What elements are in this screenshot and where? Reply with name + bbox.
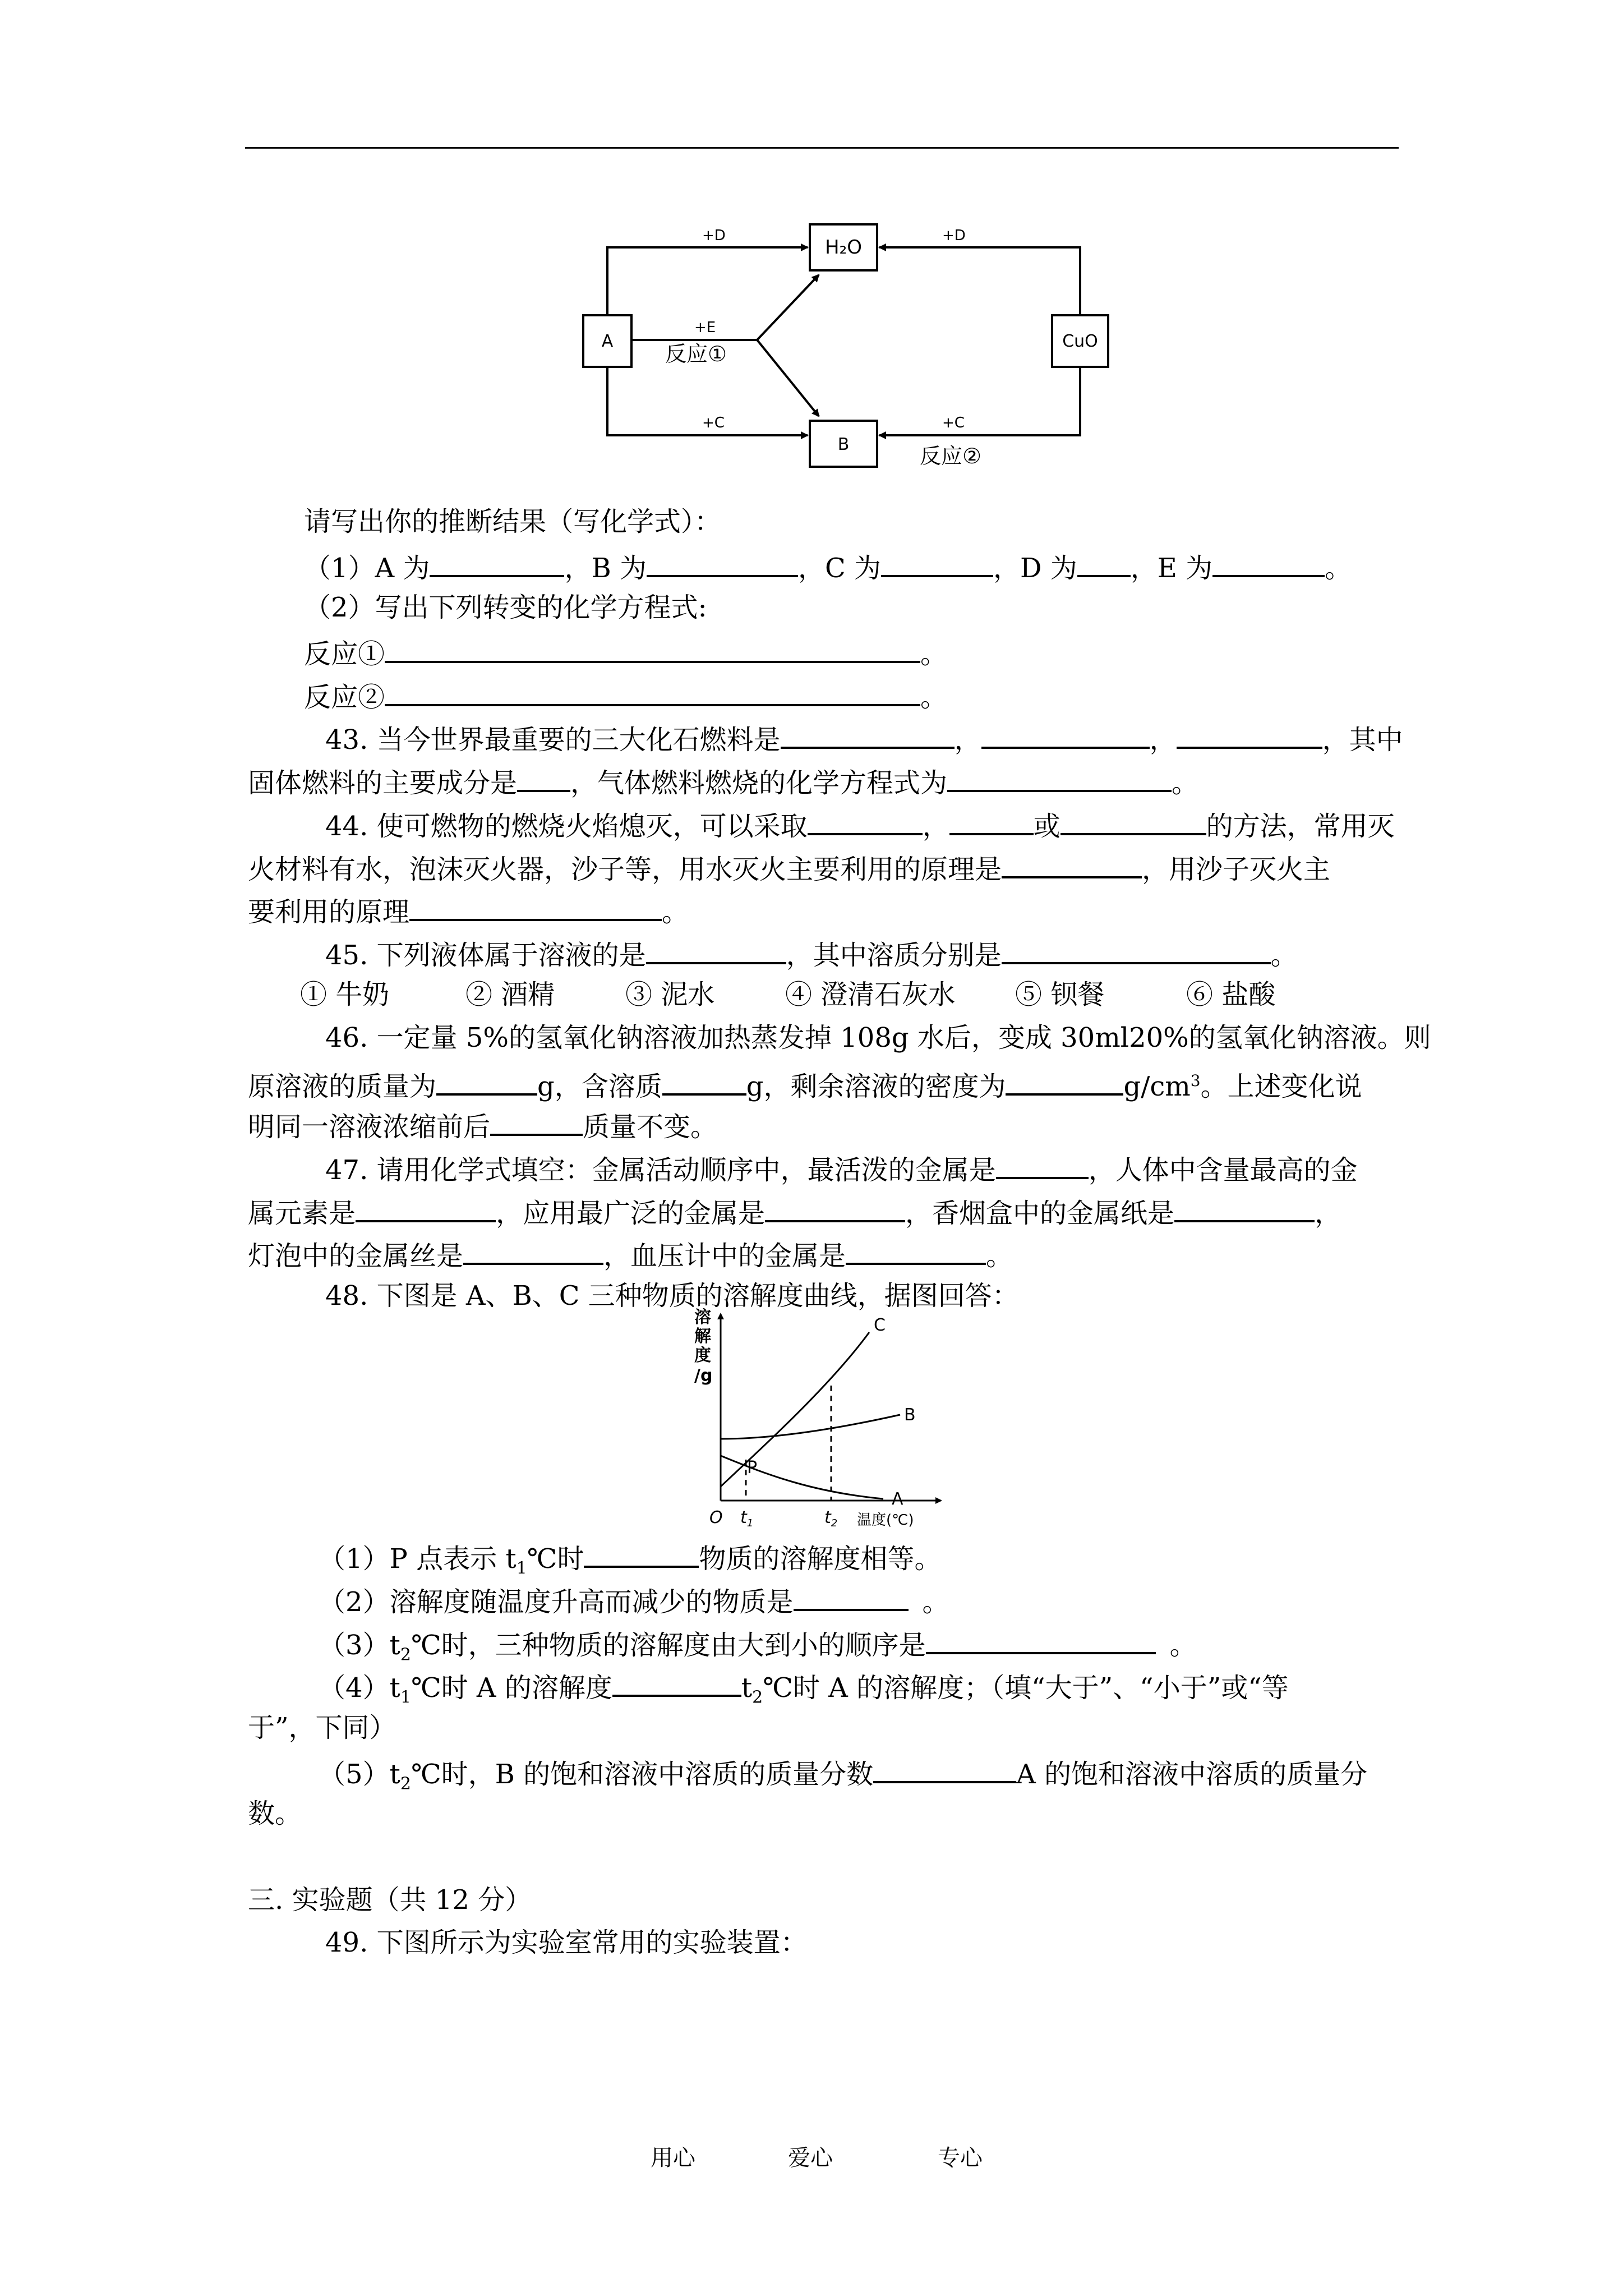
curve-c-label: C bbox=[874, 1315, 886, 1335]
solubility-graph bbox=[684, 1307, 976, 1531]
origin-label: O bbox=[709, 1508, 723, 1527]
density-blank[interactable] bbox=[1006, 1066, 1123, 1096]
edge-a-h2o bbox=[607, 247, 808, 315]
y-label-1: 溶 bbox=[694, 1308, 711, 1327]
fossil-fuel-blank-3[interactable] bbox=[1177, 720, 1322, 749]
q48-sub5-line2: 数。 bbox=[248, 1798, 302, 1829]
q47-line1: 47. 请用化学式填空：金属活动顺序中，最活泼的金属是 ，人体中含量最高的金 bbox=[325, 1150, 1358, 1187]
extinguish-blank-1[interactable] bbox=[808, 806, 923, 835]
q44-line3: 要利用的原理 。 bbox=[248, 892, 689, 929]
fossil-fuel-blank-1[interactable] bbox=[781, 720, 955, 749]
solution-blank[interactable] bbox=[646, 935, 786, 964]
gas-fuel-equation-blank[interactable] bbox=[947, 763, 1172, 792]
y-label-2: 解 bbox=[694, 1327, 711, 1346]
footer-left: 用心 bbox=[651, 2145, 695, 2171]
q45-line1: 45. 下列液体属于溶液的是 ，其中溶质分别是 。 bbox=[325, 935, 1298, 972]
curve-b bbox=[721, 1415, 900, 1439]
t2-label: $t_2$ bbox=[824, 1508, 838, 1529]
q42-reaction1: 反应① 。 bbox=[304, 634, 947, 671]
q42-prompt: 请写出你的推断结果（写化学式）： bbox=[304, 506, 722, 537]
body-metal-blank[interactable] bbox=[356, 1193, 496, 1222]
node-cuo-label: CuO bbox=[1062, 332, 1098, 351]
option-3: ③ 泥水 bbox=[625, 979, 715, 1010]
solute-mass-blank[interactable] bbox=[662, 1066, 746, 1096]
decreasing-substance-blank[interactable] bbox=[794, 1582, 909, 1611]
widely-used-metal-blank[interactable] bbox=[765, 1193, 905, 1222]
option-6: ⑥ 盐酸 bbox=[1186, 979, 1276, 1010]
curve-c bbox=[721, 1332, 869, 1487]
edge-label-cuo-h2o: +D bbox=[942, 227, 966, 244]
extinguish-blank-2[interactable] bbox=[949, 806, 1034, 835]
q48-sub3: $(3)t_2℃$时，三种物质的溶解度由大到小的顺序是 。 bbox=[319, 1625, 1197, 1672]
edge-label-cuo-b: +C bbox=[942, 415, 965, 431]
unchanged-blank[interactable] bbox=[490, 1107, 583, 1136]
reaction1-label: 反应① bbox=[665, 342, 727, 366]
extinguish-blank-3[interactable] bbox=[1061, 806, 1206, 835]
edge-fork-h2o bbox=[757, 275, 819, 340]
edge-label-a-b: +C bbox=[702, 415, 725, 431]
q49-prompt: 49. 下图所示为实验室常用的实验装置： bbox=[325, 1927, 808, 1958]
q48-sub4-line2: 于”，下同） bbox=[248, 1712, 396, 1743]
reaction2-equation-blank[interactable] bbox=[385, 677, 920, 706]
edge-label-a-h2o: +D bbox=[702, 227, 726, 244]
mass-fraction-blank[interactable] bbox=[873, 1754, 1016, 1783]
q43-line1: 43. 当今世界最重要的三大化石燃料是 ， ， ，其中 bbox=[325, 720, 1403, 757]
q48-sub4: $(4)t_1℃$时 A 的溶解度 $t_2℃$时 A 的溶解度；（填“大于”、“小于”或“等 bbox=[319, 1668, 1289, 1715]
order-blank[interactable] bbox=[926, 1625, 1156, 1654]
reaction2-label: 反应② bbox=[920, 444, 982, 468]
curve-b-label: B bbox=[904, 1405, 916, 1425]
section3-title: 三. 实验题（共 12 分） bbox=[248, 1884, 532, 1916]
foil-metal-blank[interactable] bbox=[1174, 1193, 1315, 1222]
sand-principle-blank[interactable] bbox=[409, 892, 662, 921]
y-label-4: /g bbox=[694, 1366, 713, 1386]
node-b-label: B bbox=[837, 435, 850, 454]
answer-blank-d[interactable] bbox=[1077, 548, 1131, 577]
footer-mid: 爱心 bbox=[788, 2145, 833, 2171]
y-label-3: 度 bbox=[694, 1346, 711, 1365]
solute-blank[interactable] bbox=[1002, 935, 1271, 964]
q46-line2: 原溶液的质量为 g，含溶质 g，剩余溶液的密度为 $g/cm^3$。上述变化说 bbox=[248, 1064, 1362, 1103]
q48-sub2: （2）溶解度随温度升高而减少的物质是 。 bbox=[319, 1582, 949, 1619]
q48-sub1: （1）P 点表示 $t_1℃$时 物质的溶解度相等。 bbox=[319, 1539, 941, 1586]
q44-line1: 44. 使可燃物的燃烧火焰熄灭，可以采取 ， 或 的方法，常用灭 bbox=[325, 806, 1395, 843]
fossil-fuel-blank-2[interactable] bbox=[981, 720, 1150, 749]
barometer-metal-blank[interactable] bbox=[846, 1236, 986, 1265]
q44-line2: 火材料有水，泡沫灭火器，沙子等，用水灭火主要利用的原理是 ，用沙子灭火主 bbox=[248, 849, 1330, 886]
answer-blank-e[interactable] bbox=[1212, 548, 1325, 577]
answer-blank-b[interactable] bbox=[647, 548, 798, 577]
node-h2o-label: H₂O bbox=[825, 236, 862, 259]
q46-line1: 46. 一定量 5%的氢氧化钠溶液加热蒸发掉 108g 水后，变成 30ml20%的氢氧化钠溶液。则 bbox=[325, 1022, 1431, 1053]
edge-cuo-h2o bbox=[879, 247, 1080, 315]
option-1: ① 牛奶 bbox=[300, 979, 390, 1010]
reaction-diagram bbox=[572, 213, 1133, 482]
option-2: ② 酒精 bbox=[465, 979, 555, 1010]
original-mass-blank[interactable] bbox=[436, 1066, 537, 1096]
edge-label-a-fork: +E bbox=[694, 319, 716, 336]
filament-metal-blank[interactable] bbox=[463, 1236, 603, 1265]
q47-line2: 属元素是 ，应用最广泛的金属是 ，香烟盒中的金属纸是 ， bbox=[248, 1193, 1341, 1230]
q47-line3: 灯泡中的金属丝是 ，血压计中的金属是 。 bbox=[248, 1236, 1013, 1273]
x-axis-label: 温度(℃) bbox=[857, 1512, 914, 1529]
solid-fuel-blank[interactable] bbox=[517, 763, 570, 792]
answer-blank-c[interactable] bbox=[881, 548, 993, 577]
most-active-metal-blank[interactable] bbox=[996, 1150, 1089, 1179]
equal-solubility-blank[interactable] bbox=[584, 1539, 699, 1568]
q42-reaction2: 反应② 。 bbox=[304, 677, 947, 714]
reaction1-equation-blank[interactable] bbox=[385, 634, 920, 663]
point-p-label: P bbox=[747, 1458, 758, 1478]
node-a-label: A bbox=[601, 332, 614, 351]
option-5: ⑤ 钡餐 bbox=[1015, 979, 1105, 1010]
option-4: ④ 澄清石灰水 bbox=[785, 979, 956, 1010]
curve-a-label: A bbox=[892, 1489, 903, 1509]
q46-line3: 明同一溶液浓缩前后 质量不变。 bbox=[248, 1107, 717, 1144]
compare-blank[interactable] bbox=[612, 1668, 741, 1697]
edge-cuo-b bbox=[879, 367, 1080, 435]
q48-prompt: 48. 下图是 A、B、C 三种物质的溶解度曲线，据图回答： bbox=[325, 1280, 1019, 1312]
q43-line2: 固体燃料的主要成分是 ，气体燃料燃烧的化学方程式为 。 bbox=[248, 763, 1198, 800]
edge-fork-b bbox=[757, 340, 819, 416]
q42-part1: （1）A 为 ，B 为 ，C 为 ，D 为 ，E 为 。 bbox=[304, 548, 1352, 585]
q48-sub5: $(5)t_2℃$时，B 的饱和溶液中溶质的质量分数 A 的饱和溶液中溶质的质量分 bbox=[319, 1754, 1367, 1801]
water-principle-blank[interactable] bbox=[1002, 849, 1142, 878]
footer-right: 专心 bbox=[938, 2145, 983, 2171]
q42-part2: （2）写出下列转变的化学方程式: bbox=[304, 592, 707, 623]
t1-label: $t_1$ bbox=[740, 1508, 754, 1529]
header-rule bbox=[245, 147, 1399, 149]
answer-blank-a[interactable] bbox=[430, 548, 564, 577]
